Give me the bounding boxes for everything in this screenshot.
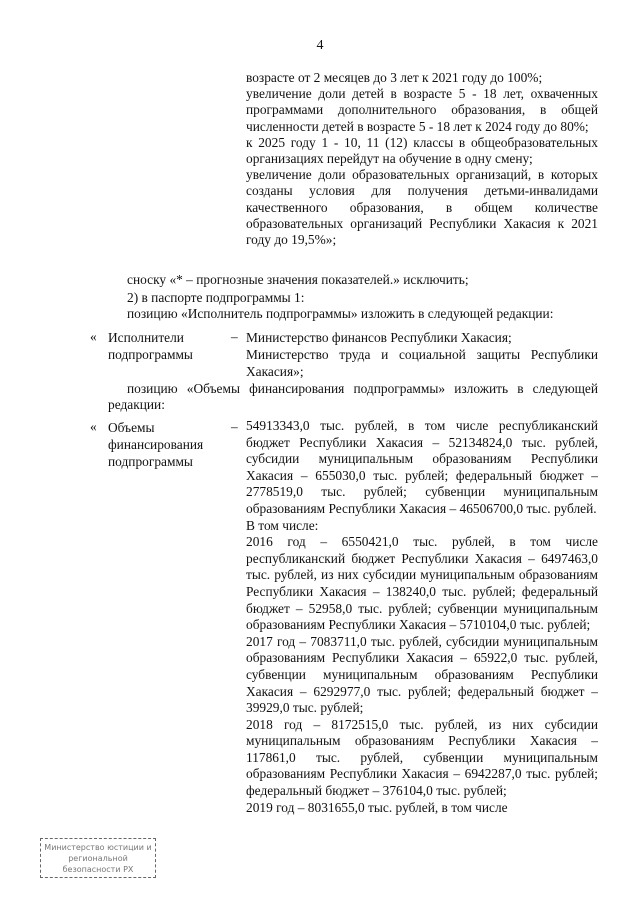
subprogram-passport-heading: 2) в паспорте подпрограммы 1:	[127, 290, 305, 305]
executors-label: Исполнители подпрограммы	[108, 330, 193, 362]
open-quote: «	[90, 329, 97, 344]
funding-paragraph: 2016 год – 6550421,0 тыс. рублей, в том числе республиканский бюджет Республики Хакасия – 6497463,0 тыс. рублей, из них субсидии муниципальным образованиям Республики Хакасия – 138240,0 тыс. рублей; федеральный бюджет – 52958,0 тыс. рублей; субвенции муниципальным образованиям Республики Хакасия – 5710104,0 тыс. рублей;	[246, 534, 598, 633]
indicator-line: увеличение доли детей в возрасте 5 - 18 лет, охваченных программами дополнительного образования, в общей численности детей в возрасте 5 - 18 лет к 2024 году до 80%;	[246, 86, 598, 134]
funding-position-intro: позицию «Объемы финансирования подпрограммы» изложить в следующей редакции:	[108, 381, 598, 413]
funding-paragraph: В том числе:	[246, 517, 319, 533]
page-number: 4	[316, 38, 324, 53]
executor-item: Министерство труда и социальной защиты Республики Хакасия»;	[246, 347, 598, 379]
open-quote: «	[90, 419, 97, 434]
funding-paragraph: 2019 год – 8031655,0 тыс. рублей, в том числе	[246, 799, 508, 815]
executor-position-intro: позицию «Исполнитель подпрограммы» изложить в следующей редакции:	[127, 306, 554, 321]
executor-item: Министерство финансов Республики Хакасия;	[246, 330, 512, 345]
indicator-line: увеличение доли образовательных организаций, в которых созданы условия для получения детьми-инвалидами качественного образования, в общем количестве образовательных организаций Республики Хакасия к 2021 году до 19,5%»;	[246, 167, 598, 248]
registration-stamp: Министерство юстиции и региональной безопасности РХ	[40, 838, 156, 878]
footnote-removal: сноску «* – прогнозные значения показателей.» исключить;	[127, 272, 469, 287]
funding-text	[246, 418, 598, 816]
funding-paragraph: 54913343,0 тыс. рублей, в том числе республиканский бюджет Республики Хакасия – 52134824,0 тыс. рублей, субсидии муниципальным образованиям Республики Хакасия – 655030,0 тыс. рублей; федеральный бюджет – 2778519,0 тыс. рублей; субвенции муниципальным образованиям Республики Хакасия – 46506700,0 тыс. рублей.	[246, 418, 598, 516]
executors-dash: –	[231, 329, 238, 344]
indicators-block	[246, 70, 598, 248]
funding-paragraph: 2018 год – 8172515,0 тыс. рублей, из них субсидии муниципальным образованиям Республики Хакасия – 117861,0 тыс. рублей, субвенции муниципальным образованиям Республики Хакасия – 6942287,0 тыс. рублей; федеральный бюджет – 376104,0 тыс. рублей;	[246, 716, 598, 799]
funding-dash: –	[231, 419, 238, 434]
indicator-line: возрасте от 2 месяцев до 3 лет к 2021 году до 100%;	[246, 70, 543, 85]
funding-label: Объемы финансирования подпрограммы	[108, 420, 204, 469]
executors-list	[246, 329, 598, 380]
indicator-line: к 2025 году 1 - 10, 11 (12) классы в общеобразовательных организациях перейдут на обучение в одну смену;	[246, 134, 598, 167]
funding-paragraph: 2017 год – 7083711,0 тыс. рублей, субсидии муниципальным образованиям Республики Хакасия – 65922,0 тыс. рублей, субвенции муниципальным образованиям Республики Хакасия – 6292977,0 тыс. рублей; федеральный бюджет – 39929,0 тыс. рублей;	[246, 633, 598, 716]
